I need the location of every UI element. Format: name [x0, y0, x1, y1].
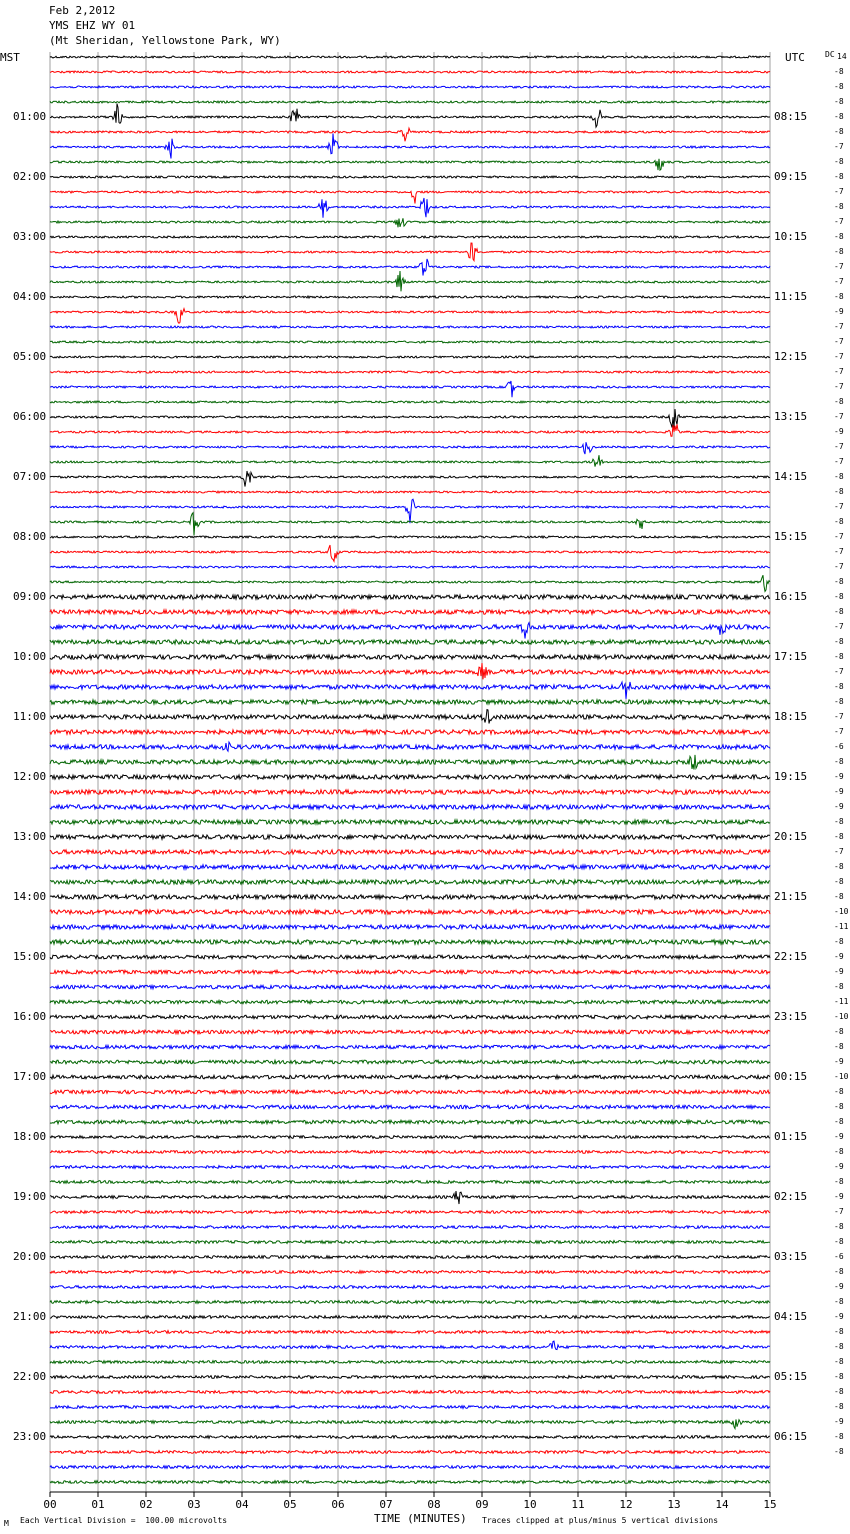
x-tick-label: 15: [763, 1498, 777, 1511]
mst-hour-label: 21:00: [13, 1310, 47, 1323]
dc-offset-label: -8: [834, 97, 844, 106]
dc-offset-label: -8: [834, 1357, 844, 1366]
trace-line: [50, 850, 770, 854]
mst-hour-label: 18:00: [13, 1130, 47, 1143]
mst-hour-label: 09:00: [13, 590, 47, 603]
dc-offset-label: -7: [834, 337, 844, 346]
mst-hour-label: 03:00: [13, 230, 47, 243]
dc-offset-label: -8: [834, 592, 844, 601]
dc-offset-label: -8: [834, 517, 844, 526]
scale-note: Each Vertical Division = 100.00 microvolts: [20, 1516, 228, 1525]
mst-hour-label: 05:00: [13, 350, 47, 363]
trace-line: [50, 970, 770, 974]
utc-hour-label: 23:15: [774, 1010, 808, 1023]
trace-line: [50, 1451, 770, 1454]
dc-offset-label: -8: [834, 1042, 844, 1051]
dc-offset-header: DC: [825, 50, 835, 59]
utc-hour-label: 20:15: [774, 830, 808, 843]
dc-offset-label: -8: [834, 982, 844, 991]
station-code: YMS EHZ WY 01: [49, 19, 136, 32]
utc-hour-label: 05:15: [774, 1370, 808, 1383]
utc-hour-label: 16:15: [774, 590, 808, 603]
dc-offset-label: -7: [834, 502, 844, 511]
trace-line: [50, 86, 770, 88]
trace-line: [50, 326, 770, 328]
trace-line: [50, 710, 770, 724]
dc-offset-label: -7: [834, 412, 844, 421]
utc-hour-label: 03:15: [774, 1250, 808, 1263]
dc-offset-label: -8: [834, 487, 844, 496]
dc-offset-label: -7: [834, 367, 844, 376]
dc-offset-label: -9: [834, 772, 844, 781]
utc-hour-label: 17:15: [774, 650, 808, 663]
utc-hour-label: 10:15: [774, 230, 808, 243]
trace-line: [50, 296, 770, 298]
dc-offset-label: -9: [834, 1312, 844, 1321]
trace-line: [50, 471, 770, 487]
trace-line: [50, 640, 770, 644]
trace-line: [50, 1331, 770, 1334]
utc-hour-label: 06:15: [774, 1430, 808, 1443]
trace-line: [50, 1361, 770, 1364]
dc-offset-label: -8: [834, 1342, 844, 1351]
dc-offset-label: -8: [834, 112, 844, 121]
dc-offset-label: 14: [837, 52, 847, 61]
trace-line: [50, 381, 770, 397]
dc-offset-label: -9: [834, 967, 844, 976]
trace-line: [50, 925, 770, 929]
trace-line: [50, 755, 770, 770]
dc-offset-label: -8: [834, 1387, 844, 1396]
corner-mark: M: [4, 1519, 9, 1528]
x-tick-label: 09: [475, 1498, 489, 1511]
trace-line: [50, 101, 770, 103]
trace-line: [50, 1045, 770, 1049]
trace-line: [50, 259, 770, 276]
mst-hour-label: 16:00: [13, 1010, 47, 1023]
mst-hour-label: 15:00: [13, 950, 47, 963]
x-tick-label: 11: [571, 1498, 585, 1511]
trace-line: [50, 742, 770, 751]
dc-offset-label: -8: [834, 832, 844, 841]
mst-hour-label: 08:00: [13, 530, 47, 543]
utc-hour-label: 18:15: [774, 710, 808, 723]
dc-offset-label: -8: [834, 1147, 844, 1156]
trace-line: [50, 940, 770, 944]
dc-offset-label: -8: [834, 1087, 844, 1096]
trace-line: [50, 218, 770, 227]
dc-offset-label: -11: [834, 997, 849, 1006]
trace-line: [50, 455, 770, 466]
dc-offset-label: -8: [834, 157, 844, 166]
dc-offset-label: -7: [834, 217, 844, 226]
trace-line: [50, 513, 770, 536]
trace-line: [50, 1166, 770, 1169]
trace-line: [50, 955, 770, 959]
trace-line: [50, 1151, 770, 1154]
trace-line: [50, 1136, 770, 1139]
trace-line: [50, 1481, 770, 1484]
mst-hour-label: 20:00: [13, 1250, 47, 1263]
trace-line: [50, 835, 770, 839]
trace-line: [50, 623, 770, 639]
dc-offset-label: -7: [834, 382, 844, 391]
dc-offset-label: -10: [834, 1012, 849, 1021]
utc-hour-label: 19:15: [774, 770, 808, 783]
trace-line: [50, 424, 770, 436]
trace-line: [50, 985, 770, 989]
dc-offset-label: -8: [834, 232, 844, 241]
trace-line: [50, 341, 770, 343]
trace-line: [50, 104, 770, 128]
x-tick-label: 01: [91, 1498, 105, 1511]
trace-line: [50, 730, 770, 734]
dc-offset-label: -9: [834, 1282, 844, 1291]
dc-offset-label: -7: [834, 277, 844, 286]
dc-offset-label: -6: [834, 1252, 844, 1261]
dc-offset-label: -7: [834, 547, 844, 556]
dc-offset-label: -8: [834, 877, 844, 886]
trace-line: [50, 401, 770, 403]
trace-line: [50, 805, 770, 809]
utc-hour-label: 15:15: [774, 530, 808, 543]
dc-offset-label: -8: [834, 817, 844, 826]
trace-line: [50, 409, 770, 428]
trace-line: [50, 1241, 770, 1244]
utc-hour-label: 13:15: [774, 410, 808, 423]
trace-line: [50, 371, 770, 373]
dc-offset-label: -7: [834, 712, 844, 721]
trace-line: [50, 1256, 770, 1259]
dc-offset-label: -9: [834, 787, 844, 796]
x-axis-label: TIME (MINUTES): [374, 1512, 467, 1525]
trace-line: [50, 1286, 770, 1289]
utc-hour-label: 02:15: [774, 1190, 808, 1203]
seismic-traces: [50, 56, 770, 1483]
dc-offset-label: -8: [834, 1327, 844, 1336]
dc-offset-label: -8: [834, 1432, 844, 1441]
dc-offset-label: -9: [834, 1057, 844, 1066]
dc-offset-label: -8: [834, 652, 844, 661]
mst-hour-label: 10:00: [13, 650, 47, 663]
trace-line: [50, 1316, 770, 1319]
dc-offset-label: -7: [834, 457, 844, 466]
dc-offset-label: -8: [834, 247, 844, 256]
dc-offset-label: -9: [834, 1192, 844, 1201]
dc-offset-label: -7: [834, 322, 844, 331]
trace-line: [50, 1000, 770, 1004]
dc-offset-label: -8: [834, 682, 844, 691]
x-tick-label: 02: [139, 1498, 153, 1511]
trace-line: [50, 880, 770, 884]
dc-offset-label: -9: [834, 1132, 844, 1141]
trace-line: [50, 790, 770, 794]
dc-offset-label: -7: [834, 187, 844, 196]
trace-line: [50, 442, 770, 454]
dc-offset-label: -7: [834, 622, 844, 631]
trace-line: [50, 1211, 770, 1214]
dc-offset-label: -8: [834, 1267, 844, 1276]
trace-line: [50, 243, 770, 261]
trace-line: [50, 71, 770, 73]
trace-line: [50, 271, 770, 291]
utc-hour-label: 12:15: [774, 350, 808, 363]
dc-offset-label: -8: [834, 127, 844, 136]
dc-offset-label: -8: [834, 1102, 844, 1111]
dc-offset-label: -7: [834, 847, 844, 856]
trace-line: [50, 910, 770, 914]
mst-hour-label: 04:00: [13, 290, 47, 303]
utc-hour-label: 14:15: [774, 470, 808, 483]
trace-line: [50, 1015, 770, 1019]
trace-line: [50, 1105, 770, 1109]
dc-offset-label: -8: [834, 577, 844, 586]
trace-line: [50, 159, 770, 170]
trace-line: [50, 1181, 770, 1184]
mst-hour-label: 22:00: [13, 1370, 47, 1383]
dc-offset-label: -8: [834, 67, 844, 76]
trace-line: [50, 610, 770, 614]
trace-line: [50, 1301, 770, 1304]
dc-offset-label: -8: [834, 202, 844, 211]
x-axis: [43, 1492, 776, 1511]
mst-hour-label: 14:00: [13, 890, 47, 903]
record-date: Feb 2,2012: [49, 4, 116, 17]
trace-line: [50, 309, 770, 324]
trace-line: [50, 1341, 770, 1350]
trace-line: [50, 191, 770, 204]
trace-line: [50, 663, 770, 679]
dc-offset-label: -9: [834, 802, 844, 811]
trace-line: [50, 56, 770, 58]
mst-hour-label: 12:00: [13, 770, 47, 783]
dc-offset-label: -8: [834, 472, 844, 481]
trace-line: [50, 1419, 770, 1428]
dc-offset-label: -8: [834, 862, 844, 871]
trace-line: [50, 499, 770, 523]
trace-line: [50, 1075, 770, 1079]
dc-offset-label: -7: [834, 142, 844, 151]
utc-hour-label: 00:15: [774, 1070, 808, 1083]
trace-line: [50, 865, 770, 869]
dc-offset-label: -6: [834, 742, 844, 751]
x-tick-label: 06: [331, 1498, 345, 1511]
dc-offset-label: -9: [834, 307, 844, 316]
trace-line: [50, 176, 770, 178]
x-tick-label: 08: [427, 1498, 441, 1511]
trace-line: [50, 775, 770, 779]
dc-offset-label: -8: [834, 1447, 844, 1456]
trace-line: [50, 682, 770, 699]
dc-offset-label: -7: [834, 1207, 844, 1216]
dc-offset-label: -8: [834, 607, 844, 616]
trace-line: [50, 536, 770, 538]
trace-line: [50, 595, 770, 599]
trace-line: [50, 491, 770, 493]
dc-offset-label: -8: [834, 1117, 844, 1126]
trace-line: [50, 1191, 770, 1204]
trace-line: [50, 575, 770, 591]
x-tick-label: 14: [715, 1498, 729, 1511]
utc-hour-label: 01:15: [774, 1130, 808, 1143]
utc-hour-label: 09:15: [774, 170, 808, 183]
trace-line: [50, 700, 770, 704]
clip-note: Traces clipped at plus/minus 5 vertical divisions: [482, 1516, 719, 1525]
mst-hour-label: 19:00: [13, 1190, 47, 1203]
x-tick-label: 04: [235, 1498, 249, 1511]
dc-offset-label: -8: [834, 637, 844, 646]
trace-line: [50, 1376, 770, 1379]
trace-line: [50, 895, 770, 899]
dc-offset-label: -8: [834, 172, 844, 181]
dc-offset-label: -8: [834, 397, 844, 406]
x-tick-label: 05: [283, 1498, 297, 1511]
trace-line: [50, 198, 770, 218]
dc-offset-label: -8: [834, 937, 844, 946]
mst-hour-label: 13:00: [13, 830, 47, 843]
dc-offset-label: -8: [834, 697, 844, 706]
dc-offset-label: -7: [834, 667, 844, 676]
dc-offset-label: -8: [834, 1372, 844, 1381]
trace-line: [50, 1271, 770, 1274]
left-timezone-label: MST: [0, 51, 20, 64]
dc-offset-label: -8: [834, 292, 844, 301]
mst-hour-label: 23:00: [13, 1430, 47, 1443]
right-timezone-label: UTC: [785, 51, 805, 64]
dc-offset-label: -7: [834, 352, 844, 361]
trace-line: [50, 134, 770, 159]
dc-offset-label: -7: [834, 532, 844, 541]
dc-offset-label: -8: [834, 1027, 844, 1036]
x-tick-label: 07: [379, 1498, 393, 1511]
station-location: (Mt Sheridan, Yellowstone Park, WY): [49, 34, 281, 47]
dc-offset-label: -8: [834, 1297, 844, 1306]
dc-offset-label: -7: [834, 562, 844, 571]
x-tick-label: 03: [187, 1498, 201, 1511]
trace-line: [50, 1466, 770, 1469]
dc-offset-label: -8: [834, 757, 844, 766]
utc-hour-label: 04:15: [774, 1310, 808, 1323]
dc-offset-label: -8: [834, 1177, 844, 1186]
trace-line: [50, 566, 770, 568]
utc-hour-label: 08:15: [774, 110, 808, 123]
mst-hour-label: 11:00: [13, 710, 47, 723]
dc-offset-label: -8: [834, 1402, 844, 1411]
trace-line: [50, 820, 770, 824]
dc-offset-label: -11: [834, 922, 849, 931]
trace-line: [50, 1391, 770, 1394]
utc-hour-label: 11:15: [774, 290, 808, 303]
x-tick-label: 10: [523, 1498, 537, 1511]
utc-hour-label: 21:15: [774, 890, 808, 903]
x-tick-label: 13: [667, 1498, 681, 1511]
dc-offset-label: -8: [834, 1237, 844, 1246]
mst-hour-label: 06:00: [13, 410, 47, 423]
trace-line: [50, 236, 770, 238]
dc-offset-label: -9: [834, 1417, 844, 1426]
mst-hour-label: 02:00: [13, 170, 47, 183]
dc-offset-label: -9: [834, 952, 844, 961]
dc-offset-label: -10: [834, 907, 849, 916]
trace-line: [50, 1060, 770, 1064]
trace-line: [50, 1406, 770, 1409]
utc-hour-label: 22:15: [774, 950, 808, 963]
dc-offset-label: -7: [834, 727, 844, 736]
dc-offset-label: -9: [834, 427, 844, 436]
dc-offset-label: -8: [834, 892, 844, 901]
mst-hour-label: 01:00: [13, 110, 47, 123]
dc-offset-label: -9: [834, 1162, 844, 1171]
trace-line: [50, 1120, 770, 1124]
dc-offset-label: -7: [834, 442, 844, 451]
trace-line: [50, 545, 770, 561]
trace-line: [50, 1226, 770, 1229]
dc-offset-label: -7: [834, 262, 844, 271]
trace-line: [50, 1090, 770, 1094]
dc-offset-label: -8: [834, 1222, 844, 1231]
trace-line: [50, 1436, 770, 1439]
mst-hour-label: 07:00: [13, 470, 47, 483]
x-tick-label: 00: [43, 1498, 57, 1511]
x-tick-label: 12: [619, 1498, 633, 1511]
trace-line: [50, 1030, 770, 1034]
mst-hour-label: 17:00: [13, 1070, 47, 1083]
trace-line: [50, 655, 770, 659]
trace-line: [50, 356, 770, 358]
dc-offset-label: -10: [834, 1072, 849, 1081]
dc-offset-label: -8: [834, 82, 844, 91]
trace-line: [50, 128, 770, 141]
